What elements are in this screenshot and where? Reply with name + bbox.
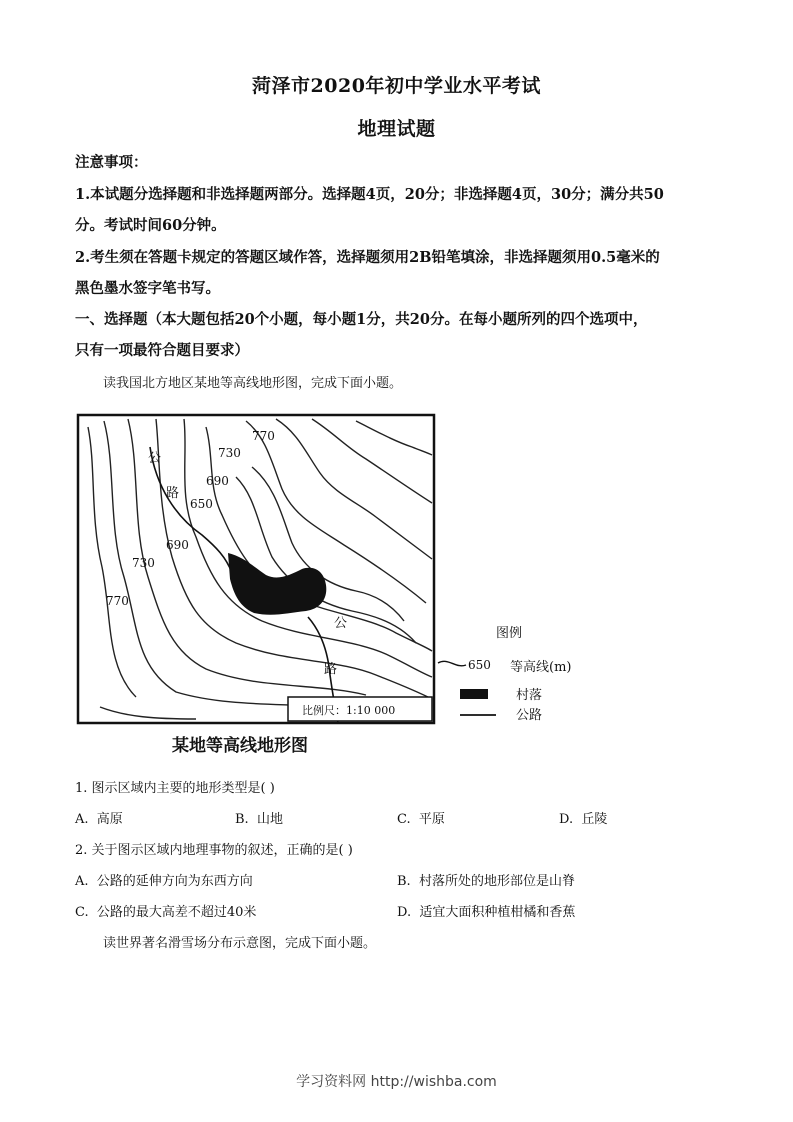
exam-subject: 地理试题: [357, 118, 436, 140]
contour-map-figure: [76, 407, 596, 767]
notes-line-1: 1.本试题分选择题和非选择题两部分。选择题4页，20分；非选择题4页，30分；满分共50: [75, 186, 664, 203]
map-legend: [438, 626, 571, 723]
option-letter: A.: [75, 874, 89, 889]
contour-label: 770: [106, 594, 129, 608]
village-shape: [228, 553, 326, 615]
option-text: 公路的最大高差不超过40米: [96, 905, 257, 920]
question-2-option-d: [397, 901, 575, 920]
question-1-option-a: [75, 808, 123, 827]
exam-title: 菏泽市2020年初中学业水平考试: [252, 75, 541, 97]
option-letter: A.: [75, 812, 89, 827]
road-label: 公: [148, 451, 162, 466]
map-scale: 比例尺：1:10 000: [302, 704, 396, 717]
contour-label: 730: [218, 446, 241, 460]
notes-line-3: 2.考生须在答题卡规定的答题区域作答，选择题须用2B铅笔填涂，非选择题须用0.5毫米的: [75, 249, 660, 266]
option-letter: C.: [75, 905, 89, 920]
question-2-stem: 2. 关于图示区域内地理事物的叙述，正确的是( ): [75, 843, 353, 858]
option-letter: C.: [397, 812, 411, 827]
notes-line-4: 黑色墨水签字笔书写。: [75, 280, 220, 297]
option-letter: B.: [397, 874, 411, 889]
reading-prompt-1: 读我国北方地区某地等高线地形图，完成下面小题。: [103, 376, 403, 391]
contour-label: 690: [166, 538, 189, 552]
road-label: 路: [166, 486, 180, 501]
question-1-option-c: [397, 808, 445, 827]
notes-line-2: 分。考试时间60分钟。: [75, 217, 226, 234]
option-text: 适宜大面积种植柑橘和香蕉: [419, 905, 576, 920]
option-text: 山地: [256, 812, 283, 827]
legend-title: 图例: [496, 626, 523, 641]
legend-village-text: 村落: [516, 688, 543, 703]
map-caption: 某地等高线地形图: [172, 736, 308, 756]
question-1-option-d: [559, 808, 607, 827]
reading-prompt-2: 读世界著名滑雪场分布示意图，完成下面小题。: [103, 936, 377, 951]
legend-contour-text: 等高线(m): [510, 660, 572, 675]
option-text: 村落所处的地形部位是山脊: [418, 874, 575, 889]
contour-map: [76, 407, 596, 767]
option-letter: B.: [235, 812, 249, 827]
section-heading-line-2: 只有一项最符合题目要求）: [75, 342, 249, 359]
question-1-stem: 1. 图示区域内主要的地形类型是( ): [75, 781, 275, 796]
page-footer: 学习资料网 http://wishba.com: [296, 1074, 497, 1090]
option-text: 平原: [418, 812, 445, 827]
option-text: 高原: [96, 812, 123, 827]
contour-label: 690: [206, 474, 229, 488]
road-label: 路: [324, 662, 338, 677]
legend-contour-value: 650: [468, 658, 491, 672]
legend-village-swatch: [460, 689, 488, 699]
option-letter: D.: [397, 905, 412, 920]
option-text: 丘陵: [581, 812, 608, 827]
contour-label: 770: [252, 429, 275, 443]
question-2-option-c: [75, 901, 256, 920]
section-heading-line-1: 一、选择题（本大题包括20个小题，每小题1分，共20分。在每小题所列的四个选项中，: [75, 311, 648, 328]
question-2-option-a: [75, 870, 253, 889]
road-label: 公: [334, 616, 348, 631]
option-text: 公路的延伸方向为东西方向: [96, 874, 253, 889]
notes-heading: 注意事项：: [75, 154, 148, 171]
contour-label: 650: [190, 497, 213, 511]
question-2-option-b: [397, 870, 575, 889]
option-letter: D.: [559, 812, 574, 827]
legend-road-text: 公路: [516, 708, 543, 723]
question-1-option-b: [235, 808, 283, 827]
legend-contour-line: [438, 661, 466, 666]
contour-label: 730: [132, 556, 155, 570]
